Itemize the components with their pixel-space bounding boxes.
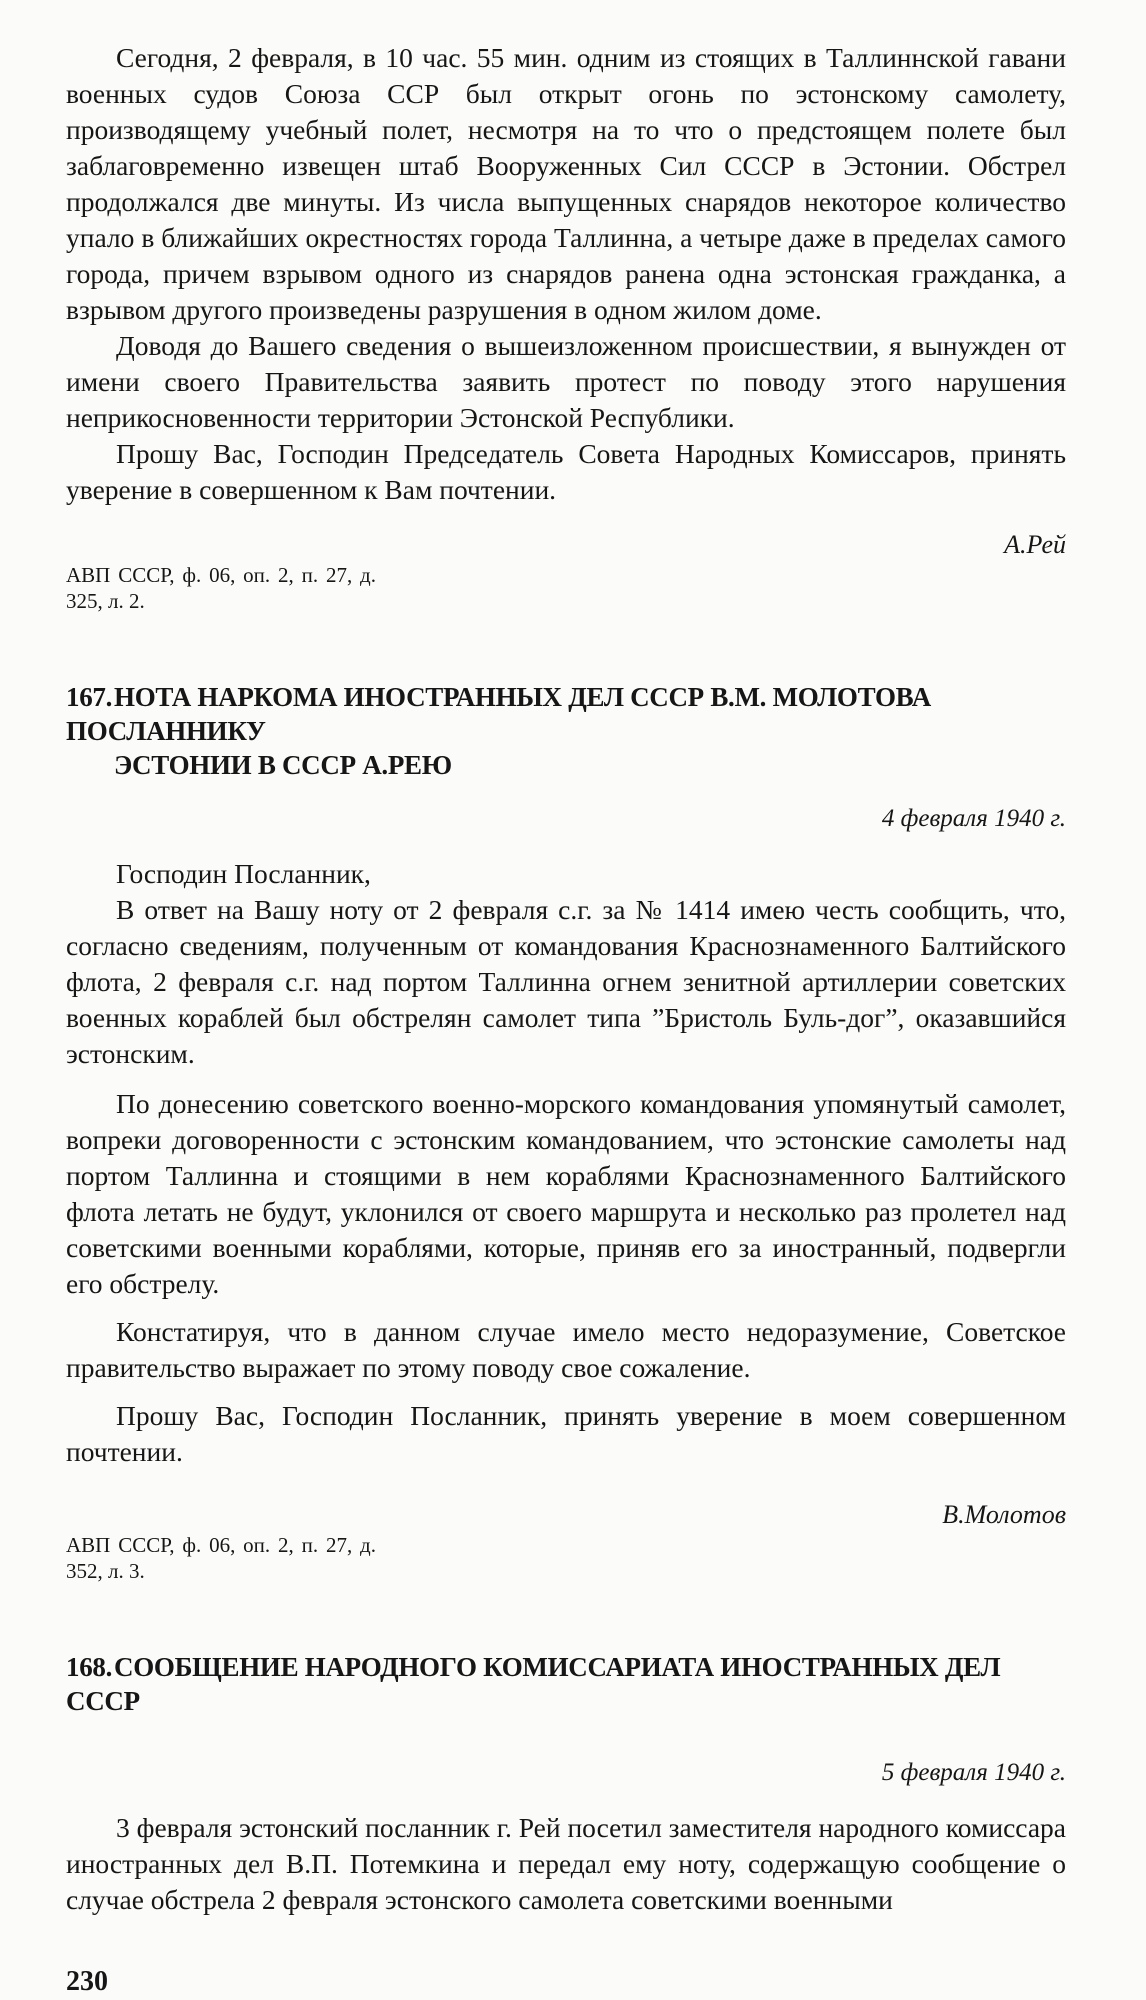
doc-167-heading — [66, 680, 1066, 782]
doc-168-title: СООБЩЕНИЕ НАРОДНОГО КОМИССАРИАТА ИНОСТРАННЫХ ДЕЛ СССР — [66, 1652, 1001, 1716]
doc-167-paragraph-2: По донесению советского военно-морского командования упомянутый самолет, вопреки договоренности с эстонским командованием, что эстонские самолеты над портом Таллинна и стоящими в нем кораблями Краснознаменного Балтийского флота летать не будут, уклонился от своего маршрута и несколько раз пролетел над советскими военными кораблями, которые, приняв его за иностранный, подвергли его обстрелу. — [66, 1088, 1066, 1299]
doc-168-date: 5 февраля 1940 г. — [881, 1759, 1066, 1786]
letter-166-paragraph-1: Сегодня, 2 февраля, в 10 час. 55 мин. одним из стоящих в Таллиннской гавани военных судов Союза ССР был открыт огонь по эстонскому самолету, производящему учебный полет, несмотря на то что о предстоящем полете был заблаговременно извещен штаб Вооруженных Сил СССР в Эстонии. Обстрел продолжался две минуты. Из числа выпущенных снарядов некоторое количество упало в ближайших окрестностях города Таллинна, а четыре даже в пределах самого города, причем взрывом одного из снарядов ранена одна эстонская гражданка, а взрывом другого произведены разрушения в одном жилом доме. — [66, 42, 1066, 325]
document-page — [66, 40, 1066, 2000]
doc-167-paragraph-3: Констатируя, что в данном случае имело место недоразумение, Советское правительство выражает по этому поводу свое сожаление. — [66, 1316, 1066, 1383]
doc-167-paragraph-1: В ответ на Вашу ноту от 2 февраля с.г. за № 1414 имею честь сообщить, что, согласно сведениям, полученным от командования Краснознаменного Балтийского флота, 2 февраля с.г. над портом Таллинна огнем зенитной артиллерии советских военных кораблей был обстрелян самолет типа ”Бристоль Буль-дог”, оказавшийся эстонским. — [66, 894, 1066, 1069]
letter-166-paragraph-3: Прошу Вас, Господин Председатель Совета Народных Комиссаров, принять уверение в совершенном к Вам почтении. — [66, 438, 1066, 505]
doc-167-title-line-2: ЭСТОНИИ В СССР А.РЕЮ — [114, 750, 452, 780]
letter-166-archive-reference: АВП СССР, ф. 06, оп. 2, п. 27, д. 325, л. 2. — [66, 563, 376, 613]
doc-167-date: 4 февраля 1940 г. — [881, 805, 1066, 832]
doc-167-title-line-1: НОТА НАРКОМА ИНОСТРАННЫХ ДЕЛ СССР В.М. МОЛОТОВА ПОСЛАННИКУ — [66, 682, 931, 746]
letter-166-signature: А.Рей — [1004, 530, 1066, 559]
letter-166-paragraph-2: Доводя до Вашего сведения о вышеизложенном происшествии, я вынужден от имени своего Правительства заявить протест по поводу этого нарушения неприкосновенности территории Эстонской Республики. — [66, 330, 1066, 433]
doc-167-archive-reference: АВП СССР, ф. 06, оп. 2, п. 27, д. 352, л. 3. — [66, 1533, 376, 1583]
doc-167-paragraph-4: Прошу Вас, Господин Посланник, принять уверение в моем совершенном почтении. — [66, 1400, 1066, 1467]
doc-168-heading — [66, 1650, 1066, 1718]
doc-167-salutation: Господин Посланник, — [116, 858, 371, 889]
doc-167-number: 167. — [66, 682, 113, 712]
doc-168-number: 168. — [66, 1652, 113, 1682]
page-number: 230 — [66, 1966, 108, 1997]
doc-167-signature: В.Молотов — [942, 1500, 1066, 1529]
doc-168-paragraph: 3 февраля эстонский посланник г. Рей посетил заместителя народного комиссара иностранных дел В.П. Потемкина и передал ему ноту, содержащую сообщение о случае обстрела 2 февраля эстонского самолета советскими военными — [66, 1812, 1066, 1915]
